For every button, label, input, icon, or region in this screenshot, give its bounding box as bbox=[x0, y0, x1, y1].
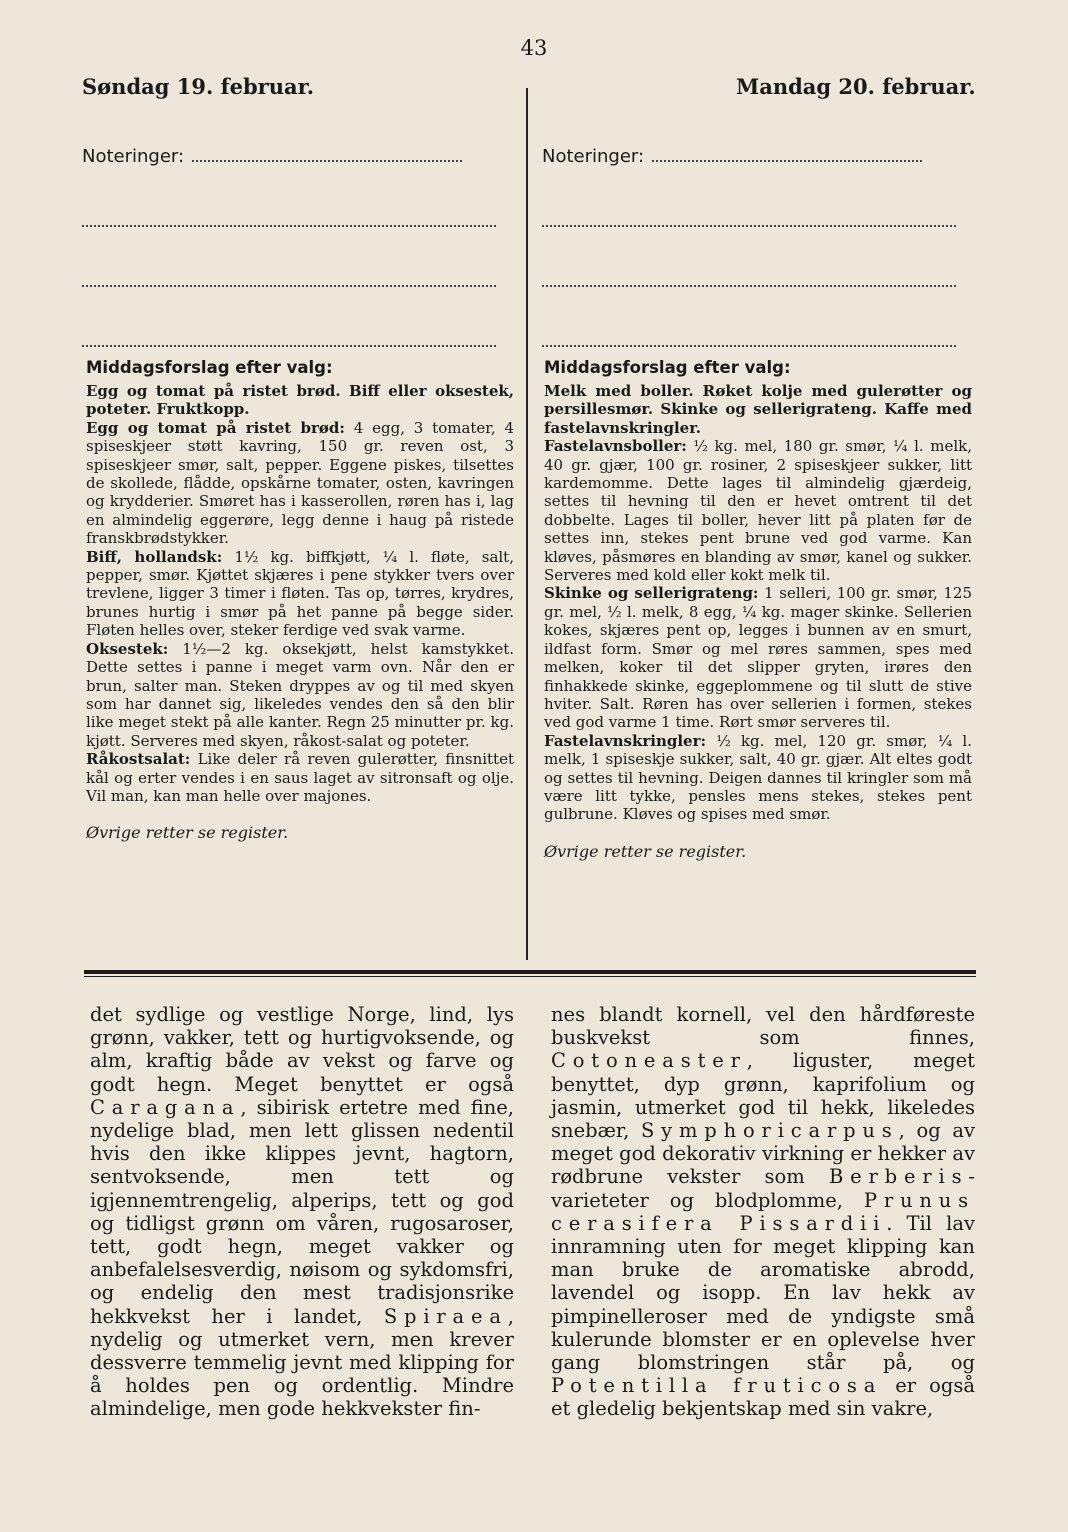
recipe bbox=[544, 584, 972, 731]
text-run: det sydlige og vestlige Norge, lind, lys grønn, vakker, tett og hurtigvoksende, og alm, kraftig både av vekst og farve og godt hegn. Meget benyttet er også bbox=[90, 1003, 514, 1096]
article-left-text bbox=[90, 1003, 514, 1421]
recipe-text: ½ kg. mel, 120 gr. smør, ¼ l. melk, 1 spiseskje sukker, salt, 40 gr. gjær. Alt eltes godt og settes til hevning. Deigen dannes til kringler som må være litt tykke, pensles mens stekes, stekes pent gulbrune. Kløves og spises med smør. bbox=[544, 731, 972, 824]
notes-line bbox=[542, 167, 956, 227]
recipe bbox=[86, 419, 514, 548]
horizontal-rule bbox=[84, 970, 976, 974]
right-suggestions-body bbox=[544, 382, 972, 824]
recipe bbox=[86, 548, 514, 640]
article-right-column bbox=[551, 1003, 975, 1421]
plant-name: Spiraea bbox=[383, 1304, 508, 1328]
text-run: , sibirisk ertetre med fine, nydelige blad, men lett glissen nedentil hvis den ikke klippes jevnt, hagtorn, sentvoksende, men tett og igjennemtrengelig, alperips, tett og god og tidligst grønn om våren, rugosaroser, tett, godt hegn, meget vakker og anbefalelsesverdig, nøisom og sykdomsfri, og endelig den mest tradisjonsrike hekkvekst her i landet, bbox=[90, 1095, 514, 1328]
recipe-text: ½ kg. mel, 180 gr. smør, ¼ l. melk, 40 gr. gjær, 100 gr. rosiner, 2 spiseskjeer sukker, litt kardemomme. Dette lages til almindelig gjærdeig, settes til hevning til den er hevet omtrent til det dobbelte. Lages til boller, hever litt på platen før de settes inn, stekes pent brune ved god varme. Kan kløves, påsmøres en blanding av smør, kanel og sukker. Serveres med kold eller kokt melk til. bbox=[544, 437, 972, 585]
text-run: -varieteter og blodplomme, bbox=[551, 1165, 975, 1212]
article-right-text bbox=[551, 1003, 975, 1421]
left-more-recipes: Øvrige retter se register. bbox=[86, 823, 289, 843]
recipe-text: 4 egg, 3 tomater, 4 spiseskjeer støtt kavring, 150 gr. reven ost, 3 spiseskjeer smør, salt, pepper. Eggene piskes, tilsettes de skollede, flådde, opskårne tomater, osten, kavringen og krydderier. Smøret has i kasserollen, røren has i, lag en almindelig eggerøre, legg denne i haug på ristede franskbrødstykker. bbox=[86, 418, 514, 548]
plant-name: Potentilla fruticosa bbox=[551, 1374, 883, 1398]
recipe bbox=[544, 437, 972, 584]
text-run: , og av meget god dekorativ virkning er hekker av rødbrune vekster som bbox=[551, 1119, 975, 1189]
notes-fill-line bbox=[652, 160, 922, 162]
horizontal-rule-thin bbox=[84, 976, 976, 977]
recipe-text: Like deler rå reven gulerøtter, finsnittet kål og erter vendes i en saus laget av sitronsaft og olje. Vil man, kan man helle over majones. bbox=[86, 750, 514, 805]
recipe-text: 1½ kg. biffkjøtt, ¼ l. fløte, salt, pepper, smør. Kjøttet skjæres i pene stykker tvers over trevlene, ligger 3 timer i fløten. Tas op, tørres, krydres, brunes hurtig i smør på het panne på begge sider. Fløten helles over, steker ferdige ved svak varme. bbox=[86, 547, 514, 640]
notes-line bbox=[82, 167, 496, 227]
plant-name: Berberis bbox=[829, 1165, 969, 1189]
plant-name: Cotoneaster bbox=[551, 1049, 747, 1073]
column-divider bbox=[526, 88, 528, 960]
text-run: . Til lav innramning uten for meget klipping kan man bruke de aromatiske abrodd, lavendel og isopp. En lav hekk av pimpinelleroser med de yndigste små kulerunde blomster er en oplevelse hver gang blomstringen står på, og bbox=[551, 1211, 975, 1375]
left-notes-label-row bbox=[82, 146, 506, 167]
notes-line bbox=[82, 287, 496, 347]
text-run: er også et gledelig bekjentskap med sin vakre, bbox=[551, 1374, 975, 1421]
notes-line bbox=[542, 227, 956, 287]
right-menu-line: Melk med boller. Røket kolje med gulerøtter og persillesmør. Skinke og sellerigrateng. Kaffe med fastelavnskringler. bbox=[544, 382, 972, 437]
left-suggestions-heading: Middagsforslag efter valg: bbox=[86, 358, 333, 377]
page-number: 43 bbox=[520, 36, 548, 60]
right-more-recipes: Øvrige retter se register. bbox=[544, 841, 747, 861]
notes-line bbox=[82, 227, 496, 287]
right-suggestions-heading: Middagsforslag efter valg: bbox=[544, 358, 791, 377]
left-menu-line: Egg og tomat på ristet brød. Biff eller oksestek, poteter. Fruktkopp. bbox=[86, 382, 514, 419]
right-notes bbox=[542, 146, 966, 347]
left-notes-label: Noteringer: bbox=[82, 146, 185, 167]
text-run: , nydelig og utmerket vern, men krever dessverre temmelig jevnt med klipping for å holdes pen og ordentlig. Mindre almindelige, men gode hekkvekster fin- bbox=[90, 1304, 514, 1421]
recipe-title: Skinke og sellerigrateng: bbox=[544, 584, 759, 603]
recipe-title: Egg og tomat på ristet brød: bbox=[86, 418, 345, 437]
recipe-title: Råkostsalat: bbox=[86, 750, 191, 769]
plant-name: Symphoricarpus bbox=[640, 1119, 899, 1143]
recipe-text: 1 selleri, 100 gr. smør, 125 gr. mel, ½ l. melk, 8 egg, ¼ kg. mager skinke. Sellerien kokes, skjæres pent op, legges i bunnen av en smurt, ildfast form. Smør og mel røres sammen, spes med melken, koker til det slipper gryten, irøres den finhakkede skinke, eggeplommene og til slutt de stive hviter. Salt. Røren has over sellerien i formen, stekes ved god varme 1 time. Rørt smør serveres til. bbox=[544, 584, 973, 732]
recipe bbox=[544, 732, 972, 824]
recipe bbox=[86, 640, 514, 750]
right-notes-label-row bbox=[542, 146, 966, 167]
recipe-title: Fastelavnsboller: bbox=[544, 437, 687, 456]
recipe-title: Biff, hollandsk: bbox=[86, 547, 223, 566]
plant-name: Prunus cerasifera Pissardii bbox=[551, 1188, 975, 1235]
article-left-column bbox=[90, 1003, 514, 1421]
recipe-text: 1½—2 kg. oksekjøtt, helst kamstykket. Dette settes i panne i meget varm ovn. Når den er brun, salter man. Steken dryppes av og til med skyen som har dannet sig, likeledes vendes den så den blir like meget stekt på alle kanter. Regn 25 minutter pr. kg. kjøtt. Serveres med skyen, råkost-salat og poteter. bbox=[86, 639, 514, 750]
notes-fill-line bbox=[192, 160, 462, 162]
left-notes bbox=[82, 146, 506, 347]
right-suggestions bbox=[544, 358, 972, 861]
right-day-header: Mandag 20. februar. bbox=[736, 74, 976, 99]
right-notes-label: Noteringer: bbox=[542, 146, 645, 167]
recipe-title: Oksestek: bbox=[86, 639, 169, 658]
recipe bbox=[86, 750, 514, 805]
recipe-title: Fastelavnskringler: bbox=[544, 731, 707, 750]
text-run: nes blandt kornell, vel den hårdføreste buskvekst som finnes, bbox=[551, 1003, 975, 1050]
left-suggestions bbox=[86, 358, 514, 842]
text-run: , liguster, meget benyttet, dyp grønn, kaprifolium og jasmin, utmerket god til hekk, likeledes snebær, bbox=[551, 1049, 975, 1143]
left-day-header: Søndag 19. februar. bbox=[82, 74, 315, 99]
plant-name: Caragana bbox=[90, 1095, 241, 1119]
notes-line bbox=[542, 287, 956, 347]
left-suggestions-body bbox=[86, 382, 514, 805]
